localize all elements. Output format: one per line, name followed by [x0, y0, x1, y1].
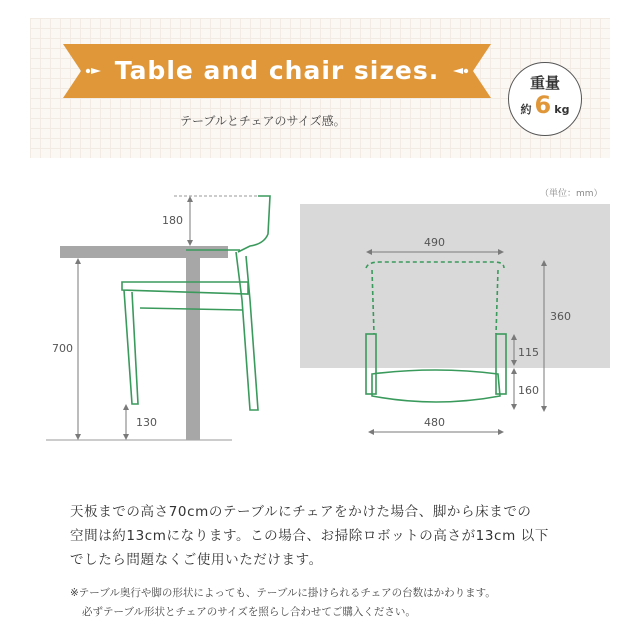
- width-front-dim-label: 480: [424, 416, 445, 429]
- depth-dim-label: 360: [550, 310, 571, 323]
- chair-front-leg: [124, 290, 138, 404]
- chair-seat: [122, 282, 248, 294]
- note-line-2: 必ずテーブル形状とチェアのサイズを照らし合わせてご購入ください。: [82, 606, 416, 618]
- description-line-2: 空間は約13cmになります。この場合、お掃除ロボットの高さが13cm 以下: [70, 528, 549, 544]
- top-view-table: [300, 204, 610, 368]
- notes: [70, 584, 610, 622]
- weight-approx: 約: [520, 103, 532, 116]
- chair-stretcher: [140, 308, 242, 310]
- seat-dim-label: 160: [518, 384, 539, 397]
- unit-note: （単位：mm）: [540, 189, 603, 199]
- top-chair-seat: [372, 370, 500, 402]
- page-subtitle: テーブルとチェアのサイズ感。: [180, 114, 346, 128]
- description-line-3: でしたら問題なくご使用いただけます。: [70, 552, 323, 568]
- weight-unit: kg: [554, 103, 570, 116]
- note-line-1: ※テーブル奥行や脚の形状によっても、テーブルに掛けられるチェアの台数はかわります。: [70, 587, 496, 599]
- weight-label: 重量: [529, 74, 560, 92]
- width-back-dim-label: 490: [424, 236, 445, 249]
- chair-back-leg: [236, 252, 258, 410]
- table-leg: [186, 258, 200, 440]
- backrest-dim-label: 180: [162, 214, 183, 227]
- page-title: Table and chair sizes.: [114, 56, 440, 85]
- clearance-dim-label: 130: [136, 416, 157, 429]
- description-line-1: 天板までの高さ70cmのテーブルにチェアをかけた場合、脚から床までの: [70, 504, 532, 520]
- arm-dim-label: 115: [518, 346, 539, 359]
- chair-backrest: [238, 196, 270, 252]
- description-text: [70, 500, 590, 572]
- table-top: [60, 246, 228, 258]
- weight-value: 6: [534, 91, 552, 119]
- table-height-dim-label: 700: [52, 342, 73, 355]
